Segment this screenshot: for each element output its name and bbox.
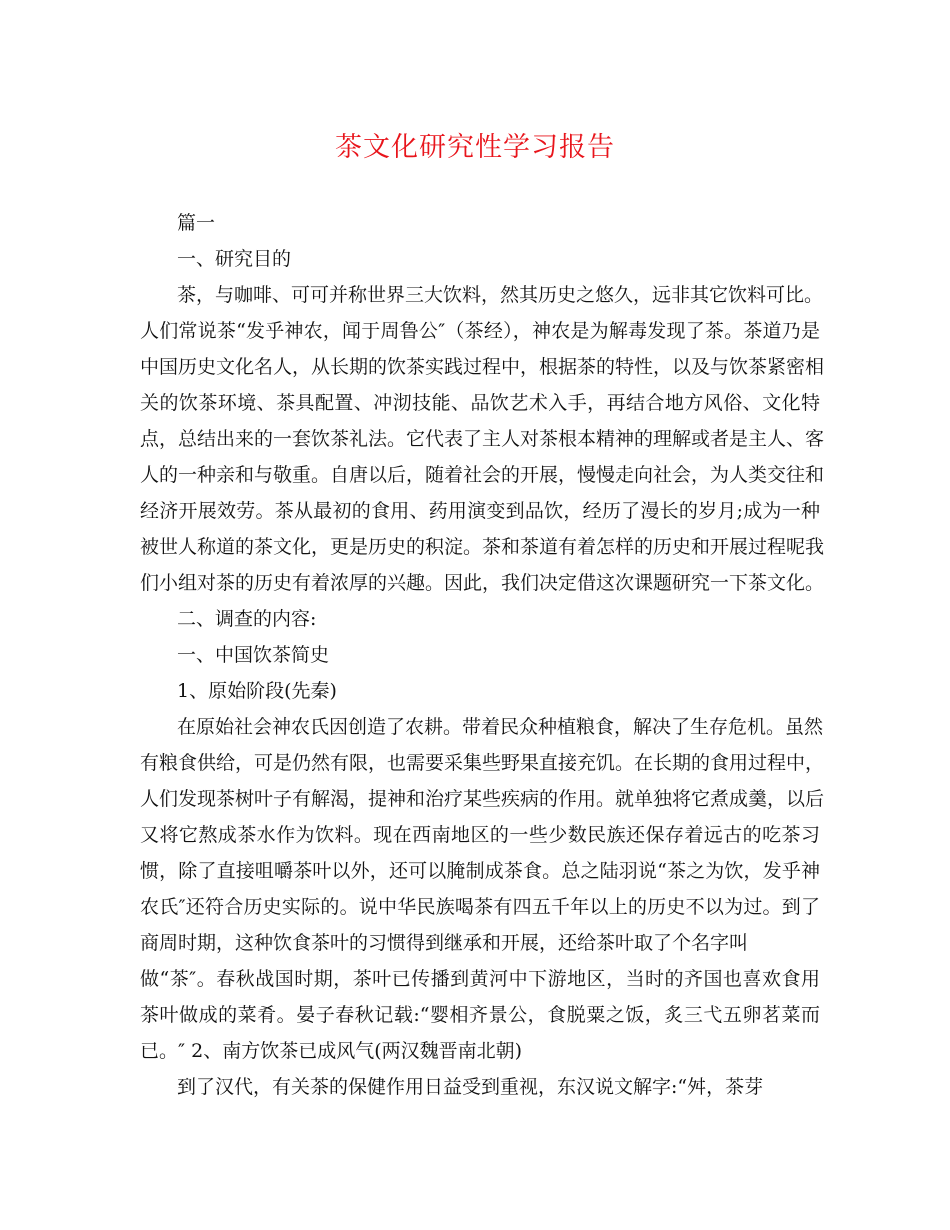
text-line: 农氏″还符合历史实际的。说中华民族喝茶有四五千年以上的历史不以为过。到了 bbox=[140, 896, 820, 918]
document-title: 茶文化研究性学习报告 bbox=[335, 132, 615, 163]
text-line: 到了汉代，有关茶的保健作用日益受到重视，东汉说文解字:“舛，茶芽 bbox=[177, 1076, 764, 1098]
text-line: 一、中国饮茶简史 bbox=[177, 644, 330, 666]
text-line: 又将它熬成茶水作为饮料。现在西南地区的一些少数民族还保存着远古的吃茶习 bbox=[140, 824, 820, 846]
text-line: 一、研究目的 bbox=[177, 248, 292, 270]
text-line: 茶叶做成的菜肴。晏子春秋记载:“婴相齐景公，食脱粟之饭，炙三弋五卵茗菜而 bbox=[140, 1004, 820, 1026]
text-line: 惯，除了直接咀嚼茶叶以外，还可以腌制成茶食。总之陆羽说“茶之为饮，发乎神 bbox=[140, 860, 820, 882]
text-line: 人的一种亲和与敬重。自唐以后，随着社会的开展，慢慢走向社会，为人类交往和 bbox=[140, 464, 825, 486]
document-body bbox=[140, 205, 825, 1105]
text-line: 在原始社会神农氏因创造了农耕。带着民众种植粮食，解决了生存危机。虽然 bbox=[177, 716, 824, 738]
text-line: 关的饮茶环境、茶具配置、冲沏技能、品饮艺术入手，再结合地方风俗、文化特 bbox=[140, 392, 820, 414]
text-line: 人们发现茶树叶子有解渴，提神和治疗某些疾病的作用。就单独将它煮成羹，以后 bbox=[140, 788, 825, 810]
text-line: 二、调查的内容: bbox=[177, 608, 317, 630]
text-line: 做“茶″。春秋战国时期，茶叶已传播到黄河中下游地区，当时的齐国也喜欢食用 bbox=[140, 968, 820, 990]
text-line: 点，总结出来的一套饮茶礼法。它代表了主人对茶根本精神的理解或者是主人、客 bbox=[140, 428, 825, 450]
text-line: 1、原始阶段(先秦) bbox=[177, 680, 337, 702]
text-line: 茶，与咖啡、可可并称世界三大饮料，然其历史之悠久，远非其它饮料可比。 bbox=[177, 284, 824, 306]
text-line: 有粮食供给，可是仍然有限，也需要采集些野果直接充饥。在长期的食用过程中， bbox=[140, 752, 825, 774]
text-line: 已。″ 2、南方饮茶已成风气(两汉魏晋南北朝) bbox=[140, 1040, 523, 1062]
text-line: 经济开展效劳。茶从最初的食用、药用演变到品饮，经历了漫长的岁月;成为一种 bbox=[140, 500, 820, 522]
text-line: 篇一 bbox=[177, 212, 216, 234]
text-line: 们小组对茶的历史有着浓厚的兴趣。因此，我们决定借这次课题研究一下茶文化。 bbox=[140, 572, 825, 594]
text-line: 被世人称道的茶文化，更是历史的积淀。茶和茶道有着怎样的历史和开展过程呢我 bbox=[140, 536, 825, 558]
text-line: 人们常说茶“发乎神农，闻于周鲁公″（茶经），神农是为解毒发现了茶。茶道乃是 bbox=[140, 320, 820, 342]
text-line: 商周时期，这种饮食茶叶的习惯得到继承和开展，还给茶叶取了个名字叫 bbox=[140, 932, 749, 954]
text-line: 中国历史文化名人，从长期的饮茶实践过程中，根据茶的特性，以及与饮茶紧密相 bbox=[140, 356, 825, 378]
